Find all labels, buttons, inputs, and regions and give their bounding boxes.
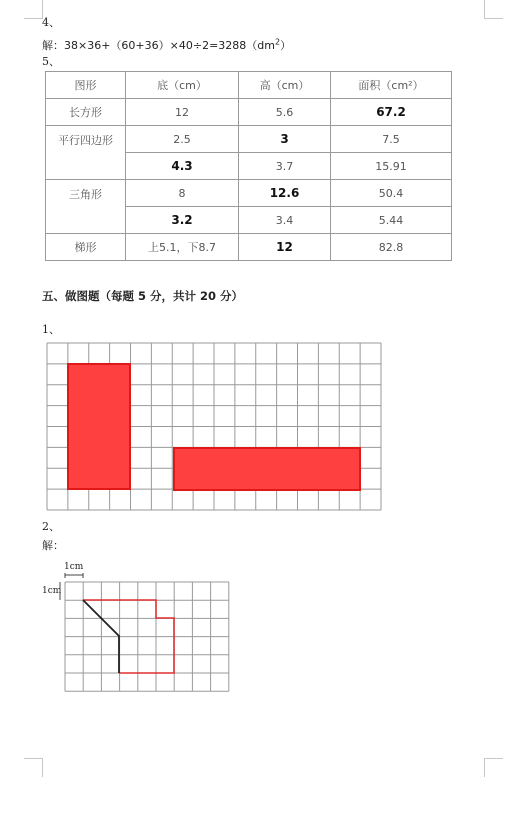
cell-height: 3 <box>239 126 331 153</box>
table-row <box>46 126 452 153</box>
q2-grid-figure <box>56 572 232 696</box>
q2-grid <box>65 582 229 691</box>
q4-solution-prefix: 解： <box>42 39 64 52</box>
cell-shape: 平行四边形 <box>46 126 126 180</box>
shape-area-table <box>45 71 452 261</box>
corner-mark-bottom-right <box>484 758 503 777</box>
q4-solution-exponent: 2 <box>274 37 281 47</box>
cell-area: 15.91 <box>331 153 452 180</box>
corner-mark-top-left <box>24 0 43 19</box>
q2-scale-label-left: 1cm <box>42 586 62 596</box>
cell-shape: 梯形 <box>46 234 126 261</box>
q1-grid-figure <box>46 341 386 513</box>
q1-horizontal-rectangle <box>174 448 360 490</box>
q4-number: 4、 <box>42 16 60 29</box>
cell-base: 3.2 <box>126 207 239 234</box>
header-area: 面积（cm²） <box>331 72 452 99</box>
cell-height: 3.4 <box>239 207 331 234</box>
table-row <box>46 180 452 207</box>
cell-area: 50.4 <box>331 180 452 207</box>
q1-vertical-rectangle <box>68 364 130 489</box>
cell-area: 7.5 <box>331 126 452 153</box>
q2-scale-label-top: 1cm <box>64 562 84 572</box>
cell-base: 上5.1，下8.7 <box>126 234 239 261</box>
cell-base: 4.3 <box>126 153 239 180</box>
section-title: 五、做图题（每题 5 分，共计 20 分） <box>42 289 244 303</box>
cell-area: 82.8 <box>331 234 452 261</box>
q4-solution-close: ） <box>280 39 292 52</box>
q2-solution-prefix: 解： <box>42 539 64 552</box>
q4-solution <box>42 37 291 53</box>
table-header-row <box>46 72 452 99</box>
cell-height: 12.6 <box>239 180 331 207</box>
cell-height: 12 <box>239 234 331 261</box>
corner-mark-top-right <box>484 0 503 19</box>
table-row <box>46 99 452 126</box>
q4-solution-expression: 38×36+（60+36）×40÷2=3288（dm <box>64 39 275 52</box>
header-height: 高（cm） <box>239 72 331 99</box>
cell-area: 5.44 <box>331 207 452 234</box>
header-base: 底（cm） <box>126 72 239 99</box>
cell-height: 3.7 <box>239 153 331 180</box>
q5-number: 5、 <box>42 55 60 68</box>
table-row <box>46 234 452 261</box>
corner-mark-bottom-left <box>24 758 43 777</box>
q2-number: 2、 <box>42 520 60 533</box>
cell-shape: 长方形 <box>46 99 126 126</box>
cell-base: 12 <box>126 99 239 126</box>
cell-shape: 三角形 <box>46 180 126 234</box>
cell-area: 67.2 <box>331 99 452 126</box>
cell-base: 2.5 <box>126 126 239 153</box>
q1-number: 1、 <box>42 323 60 336</box>
cell-height: 5.6 <box>239 99 331 126</box>
header-shape: 图形 <box>46 72 126 99</box>
cell-base: 8 <box>126 180 239 207</box>
